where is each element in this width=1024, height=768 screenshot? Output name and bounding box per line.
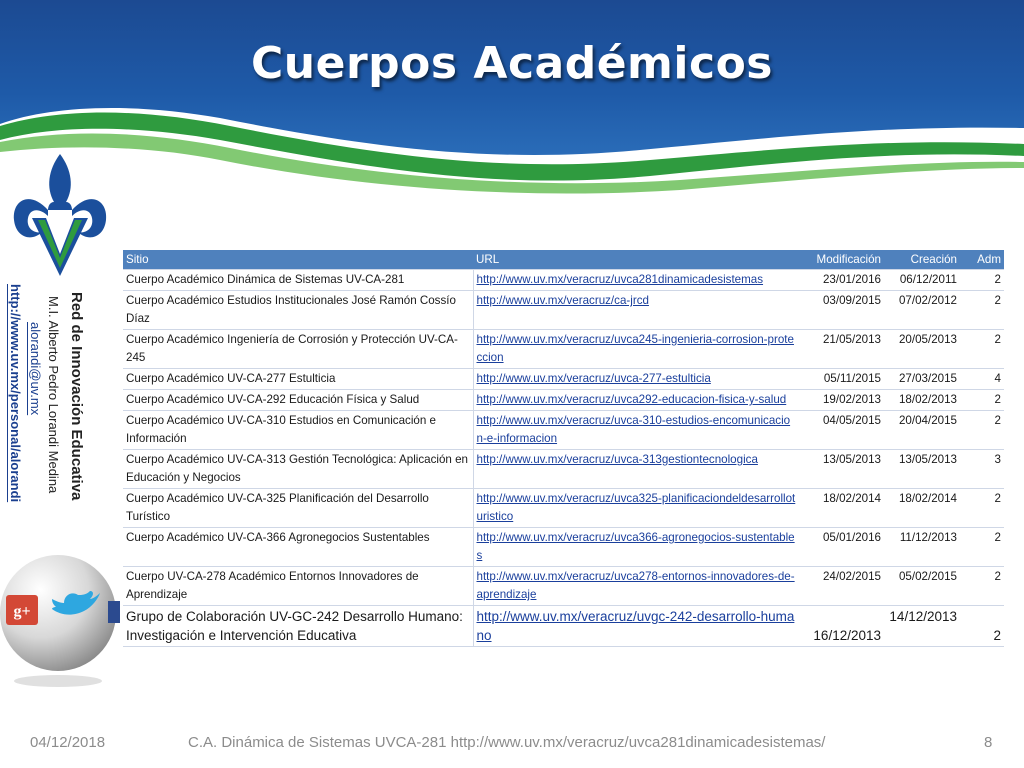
author-email-link[interactable]: alorandi@uv.mx [28,322,43,416]
modified-date: 05/11/2015 [799,369,884,390]
created-date: 18/02/2013 [884,390,960,411]
site-url-link[interactable]: http://www.uv.mx/veracruz/uvca-277-estulticia [476,372,711,385]
author-name: M.I. Alberto Pedro Lorandi Medina [46,296,61,494]
created-date: 20/04/2015 [884,411,960,450]
site-name: Cuerpo Académico Estudios Institucionales José Ramón Cossío Díaz [123,291,473,330]
admin-count: 2 [960,270,1004,291]
column-header-adm[interactable]: Adm [960,250,1004,270]
admin-count: 2 [960,291,1004,330]
site-name: Cuerpo UV-CA-278 Académico Entornos Innovadores de Aprendizaje [123,567,473,606]
personal-website-link[interactable]: http://www.uv.mx/personal/alorandi [8,284,23,503]
modified-date: 13/05/2013 [799,450,884,489]
modified-date: 16/12/2013 [799,606,884,647]
table-row [123,450,1004,489]
table-row [123,489,1004,528]
admin-count: 2 [960,411,1004,450]
created-date: 11/12/2013 [884,528,960,567]
site-name: Cuerpo Académico Ingeniería de Corrosión y Protección UV-CA-245 [123,330,473,369]
table-row [123,411,1004,450]
site-url-link[interactable]: http://www.uv.mx/veracruz/uvca366-agronegocios-sustentables [476,531,795,562]
footer-date: 04/12/2018 [30,734,106,751]
network-name: Red de Innovación Educativa [68,292,85,501]
admin-count: 2 [960,390,1004,411]
admin-count: 2 [960,606,1004,647]
site-url-link[interactable]: http://www.uv.mx/veracruz/uvca292-educacion-fisica-y-salud [476,393,787,406]
admin-count: 3 [960,450,1004,489]
table-row [123,291,1004,330]
created-date: 27/03/2015 [884,369,960,390]
admin-count: 4 [960,369,1004,390]
table-row [123,369,1004,390]
facebook-icon[interactable] [108,601,120,623]
slide-number: 8 [984,734,993,751]
modified-date: 21/05/2013 [799,330,884,369]
created-date: 14/12/2013 [884,606,960,647]
table-header-row [123,250,1004,270]
site-name: Cuerpo Académico UV-CA-277 Estulticia [123,369,473,390]
site-name: Cuerpo Académico UV-CA-313 Gestión Tecnológica: Aplicación en Educación y Negocios [123,450,473,489]
column-header-creacion[interactable]: Creación [884,250,960,270]
table-row [123,528,1004,567]
site-name: Cuerpo Académico UV-CA-325 Planificación del Desarrollo Turístico [123,489,473,528]
created-date: 06/12/2011 [884,270,960,291]
modified-date: 04/05/2015 [799,411,884,450]
site-url-link[interactable]: http://www.uv.mx/veracruz/uvgc-242-desarrollo-humano [476,609,795,643]
social-globe [0,553,122,688]
site-url-link[interactable]: http://www.uv.mx/veracruz/uvca245-ingenieria-corrosion-proteccion [476,333,794,364]
admin-count: 2 [960,489,1004,528]
university-logo [8,150,112,280]
modified-date: 03/09/2015 [799,291,884,330]
modified-date: 23/01/2016 [799,270,884,291]
table-row [123,567,1004,606]
created-date: 13/05/2013 [884,450,960,489]
academic-bodies-table [123,250,1004,647]
site-url-link[interactable]: http://www.uv.mx/veracruz/uvca-313gestiontecnologica [476,453,758,466]
created-date: 18/02/2014 [884,489,960,528]
site-url-link[interactable]: http://www.uv.mx/veracruz/uvca281dinamicadesistemas [476,273,764,286]
admin-count: 2 [960,330,1004,369]
table-row [123,606,1004,647]
site-url-link[interactable]: http://www.uv.mx/veracruz/uvca-310-estudios-encomunicacion-e-informacion [476,414,791,445]
column-header-sitio[interactable]: Sitio [123,250,473,270]
site-name: Cuerpo Académico UV-CA-292 Educación Física y Salud [123,390,473,411]
google-plus-icon[interactable] [6,595,38,625]
created-date: 20/05/2013 [884,330,960,369]
header-banner [0,0,1024,200]
modified-date: 18/02/2014 [799,489,884,528]
site-url-link[interactable]: http://www.uv.mx/veracruz/ca-jrcd [476,294,649,307]
site-url-link[interactable]: http://www.uv.mx/veracruz/uvca325-planificaciondeldesarrolloturistico [476,492,796,523]
admin-count: 2 [960,528,1004,567]
created-date: 07/02/2012 [884,291,960,330]
modified-date: 19/02/2013 [799,390,884,411]
table-row [123,390,1004,411]
created-date: 05/02/2015 [884,567,960,606]
site-name: Cuerpo Académico Dinámica de Sistemas UV-CA-281 [123,270,473,291]
table-row [123,270,1004,291]
table-row [123,330,1004,369]
svg-text:g+: g+ [13,603,31,620]
site-name: Grupo de Colaboración UV-GC-242 Desarrollo Humano: Investigación e Intervención Educativa [123,606,473,647]
site-name: Cuerpo Académico UV-CA-366 Agronegocios Sustentables [123,528,473,567]
column-header-url[interactable]: URL [473,250,799,270]
modified-date: 24/02/2015 [799,567,884,606]
slide-title: Cuerpos Académicos [251,38,773,89]
site-name: Cuerpo Académico UV-CA-310 Estudios en Comunicación e Información [123,411,473,450]
site-url-link[interactable]: http://www.uv.mx/veracruz/uvca278-entornos-innovadores-de-aprendizaje [476,570,795,601]
modified-date: 05/01/2016 [799,528,884,567]
footer-text: C.A. Dinámica de Sistemas UVCA-281 http://www.uv.mx/veracruz/uvca281dinamicadesistemas/ [188,734,826,751]
column-header-modificacion[interactable]: Modificación [799,250,884,270]
admin-count: 2 [960,567,1004,606]
